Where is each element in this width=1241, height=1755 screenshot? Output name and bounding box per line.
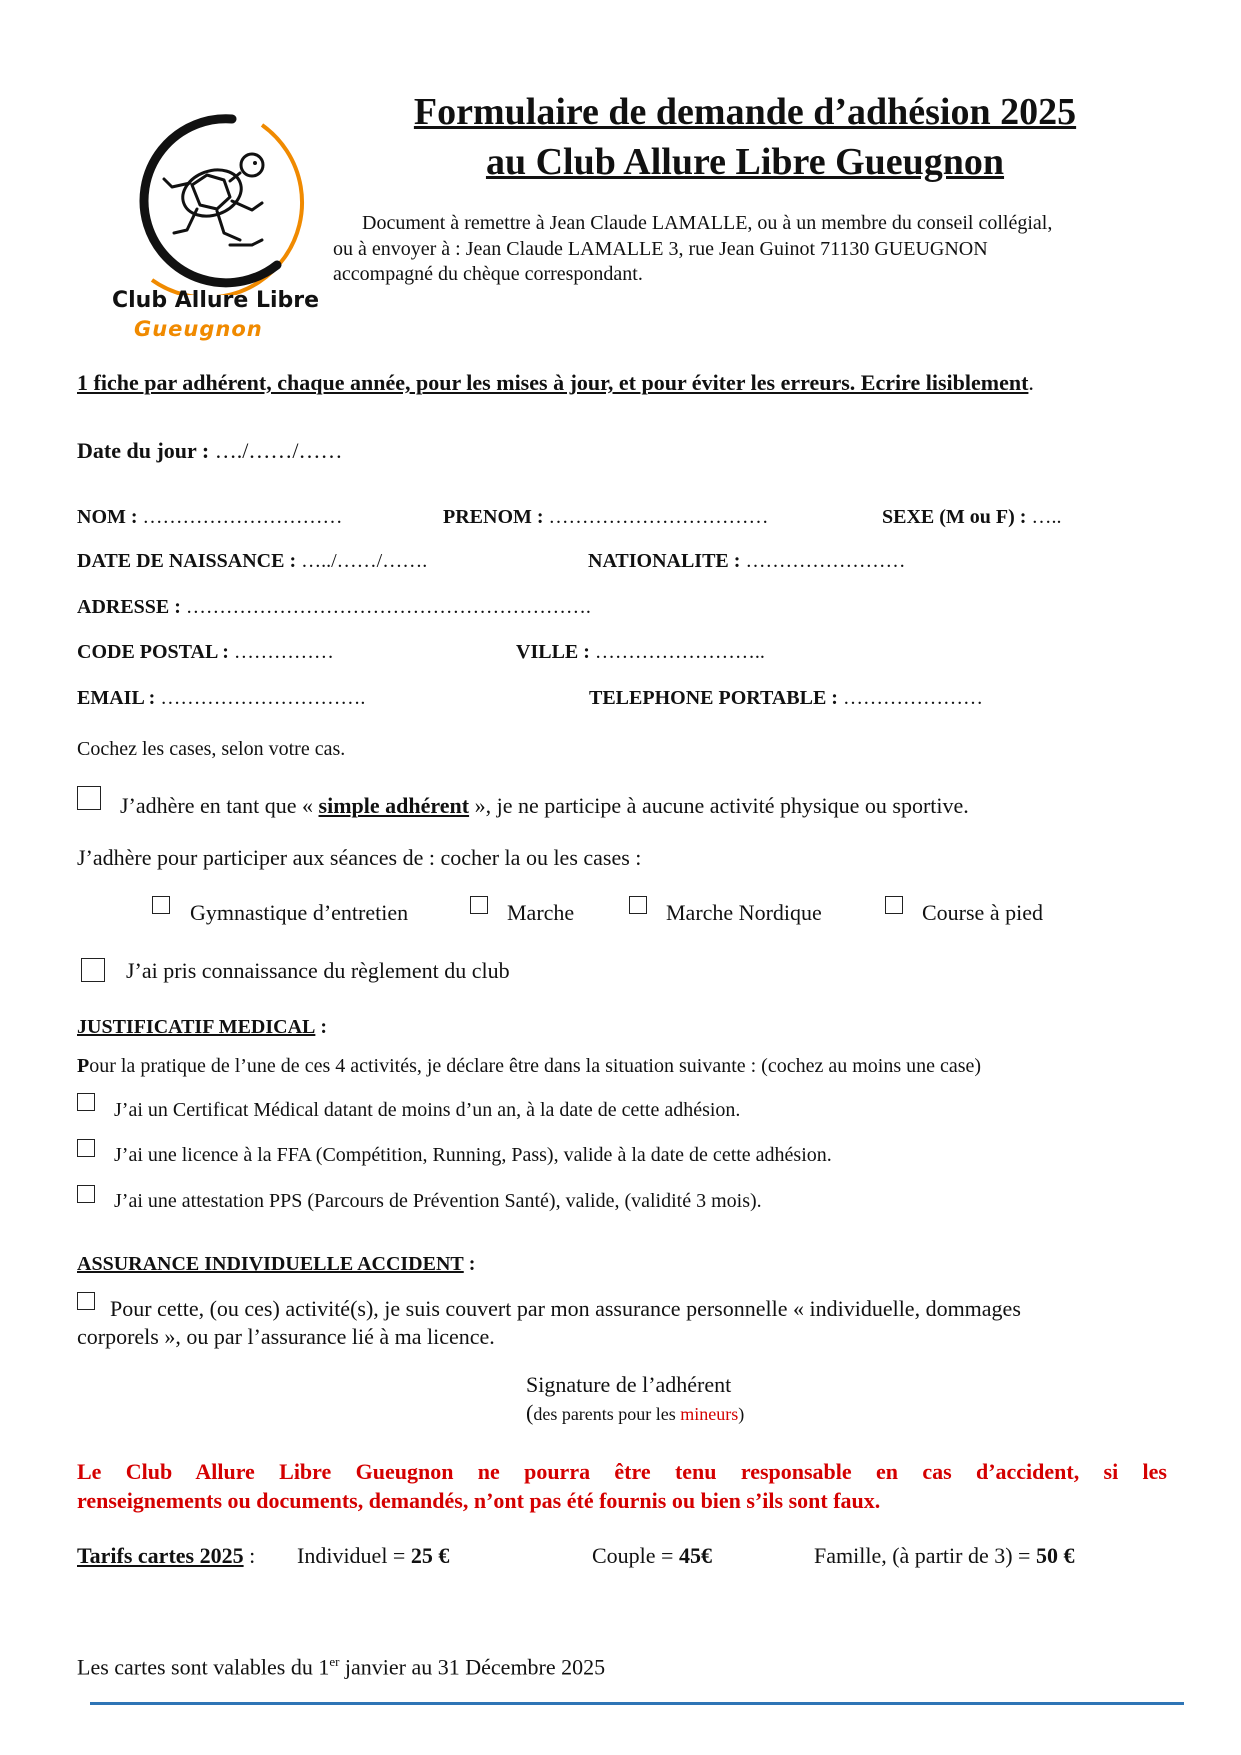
medical-heading: JUSTIFICATIF MEDICAL : bbox=[77, 1016, 328, 1038]
signature-sub: (des parents pour les mineurs) bbox=[526, 1400, 745, 1425]
activity-marche-label: Marche bbox=[507, 900, 575, 925]
cp-value: …………… bbox=[233, 641, 334, 663]
notice-text: 1 fiche par adhérent, chaque année, pour les mises à jour, et pour éviter les erreurs. Ecrire lisiblement bbox=[77, 370, 1029, 395]
notice-period: . bbox=[1028, 370, 1034, 395]
medical-option-certificat-checkbox[interactable] bbox=[77, 1093, 95, 1111]
activity-marche-checkbox[interactable] bbox=[470, 896, 488, 914]
nom-label: NOM : bbox=[77, 506, 138, 528]
warning-line1: Le Club Allure Libre Gueugnon ne pourra être tenu responsable en cas d’accident, si les bbox=[77, 1459, 1167, 1484]
activity-course-label: Course à pied bbox=[922, 900, 1043, 925]
simple-adherent-checkbox[interactable] bbox=[77, 786, 101, 810]
seances-intro: J’adhère pour participer aux séances de : cocher la ou les cases : bbox=[77, 845, 642, 870]
turtle-runner-icon bbox=[112, 105, 312, 295]
ville-value: …………………….. bbox=[594, 641, 765, 663]
medical-option-pps-label: J’ai une attestation PPS (Parcours de Prévention Santé), valide, (validité 3 mois). bbox=[114, 1190, 762, 1212]
tel-field[interactable] bbox=[589, 687, 983, 710]
medical-option-licence-checkbox[interactable] bbox=[77, 1139, 95, 1157]
insurance-checkbox[interactable] bbox=[77, 1292, 95, 1310]
email-label: EMAIL : bbox=[77, 687, 156, 709]
page-title-line2: au Club Allure Libre Gueugnon bbox=[485, 141, 1005, 183]
adresse-value: ……………………………………………………. bbox=[185, 596, 591, 618]
simple-adherent-label: J’adhère en tant que « simple adhérent », je ne participe à aucune activité physique ou sportive. bbox=[120, 793, 969, 818]
prenom-label: PRENOM : bbox=[443, 506, 544, 528]
logo-subtitle: Gueugnon bbox=[134, 317, 263, 341]
nom-field[interactable] bbox=[77, 506, 343, 529]
tarif-individuel: Individuel = 25 € bbox=[297, 1543, 450, 1568]
naissance-label: DATE DE NAISSANCE : bbox=[77, 550, 297, 572]
naissance-value: …../……/……. bbox=[301, 550, 428, 572]
prenom-field[interactable] bbox=[443, 506, 769, 529]
prenom-value: …………………………… bbox=[548, 506, 769, 528]
page-title-line1: Formulaire de demande d’adhésion 2025 bbox=[413, 91, 1077, 133]
tel-value: ………………… bbox=[842, 687, 983, 709]
notice bbox=[77, 370, 1034, 396]
ville-field[interactable] bbox=[516, 641, 765, 664]
nationalite-value: …………………… bbox=[745, 550, 906, 572]
email-value: …………………………. bbox=[160, 687, 366, 709]
medical-option-certificat-label: J’ai un Certificat Médical datant de moins d’un an, à la date de cette adhésion. bbox=[114, 1099, 741, 1121]
naissance-field[interactable] bbox=[77, 550, 427, 573]
sexe-field[interactable] bbox=[882, 506, 1061, 529]
insurance-line2: corporels », ou par l’assurance lié à ma licence. bbox=[77, 1324, 495, 1349]
email-field[interactable] bbox=[77, 687, 365, 710]
tarif-couple: Couple = 45€ bbox=[592, 1543, 712, 1568]
intro-line3: accompagné du chèque correspondant. bbox=[333, 263, 643, 285]
activity-nordique-checkbox[interactable] bbox=[629, 896, 647, 914]
intro-line1: Document à remettre à Jean Claude LAMALLE, ou à un membre du conseil collégial, bbox=[362, 212, 1053, 234]
activity-course-checkbox[interactable] bbox=[885, 896, 903, 914]
signature-label: Signature de l’adhérent bbox=[526, 1372, 732, 1397]
intro-line2: ou à envoyer à : Jean Claude LAMALLE 3, rue Jean Guinot 71130 GUEUGNON bbox=[333, 238, 988, 260]
cp-field[interactable] bbox=[77, 641, 334, 664]
sexe-label: SEXE (M ou F) : bbox=[882, 506, 1027, 528]
nationalite-field[interactable] bbox=[588, 550, 905, 573]
insurance-heading: ASSURANCE INDIVIDUELLE ACCIDENT : bbox=[77, 1253, 476, 1275]
tel-label: TELEPHONE PORTABLE : bbox=[589, 687, 838, 709]
date-field[interactable] bbox=[77, 438, 342, 464]
reglement-checkbox[interactable] bbox=[81, 958, 105, 982]
ville-label: VILLE : bbox=[516, 641, 590, 663]
club-logo bbox=[112, 105, 320, 355]
date-label: Date du jour : bbox=[77, 438, 210, 463]
tarif-famille: Famille, (à partir de 3) = 50 € bbox=[814, 1543, 1075, 1568]
footer-rule bbox=[90, 1702, 1184, 1705]
date-value: …./……/…… bbox=[214, 438, 343, 463]
medical-option-licence-label: J’ai une licence à la FFA (Compétition, Running, Pass), valide à la date de cette adhésion. bbox=[114, 1144, 832, 1166]
validity-text: Les cartes sont valables du 1er janvier au 31 Décembre 2025 bbox=[77, 1654, 606, 1680]
nom-value: ………………………… bbox=[142, 506, 343, 528]
tarifs-label: Tarifs cartes 2025 : bbox=[77, 1543, 256, 1568]
activity-gym-checkbox[interactable] bbox=[152, 896, 170, 914]
medical-option-pps-checkbox[interactable] bbox=[77, 1185, 95, 1203]
warning-line2: renseignements ou documents, demandés, n’ont pas été fournis ou bien s’ils sont faux. bbox=[77, 1488, 881, 1513]
cp-label: CODE POSTAL : bbox=[77, 641, 229, 663]
nationalite-label: NATIONALITE : bbox=[588, 550, 741, 572]
medical-intro: Pour la pratique de l’une de ces 4 activités, je déclare être dans la situation suivante : (cochez au moins une case) bbox=[77, 1055, 982, 1077]
adresse-label: ADRESSE : bbox=[77, 596, 181, 618]
sexe-value: ….. bbox=[1031, 506, 1062, 528]
instruction-text: Cochez les cases, selon votre cas. bbox=[77, 738, 346, 760]
logo-title: Club Allure Libre bbox=[112, 288, 320, 313]
activity-gym-label: Gymnastique d’entretien bbox=[190, 900, 409, 925]
insurance-line1: Pour cette, (ou ces) activité(s), je suis couvert par mon assurance personnelle « individuelle, dommages bbox=[110, 1296, 1021, 1321]
reglement-label: J’ai pris connaissance du règlement du club bbox=[126, 958, 510, 983]
adresse-field[interactable] bbox=[77, 596, 591, 619]
activity-nordique-label: Marche Nordique bbox=[666, 900, 822, 925]
